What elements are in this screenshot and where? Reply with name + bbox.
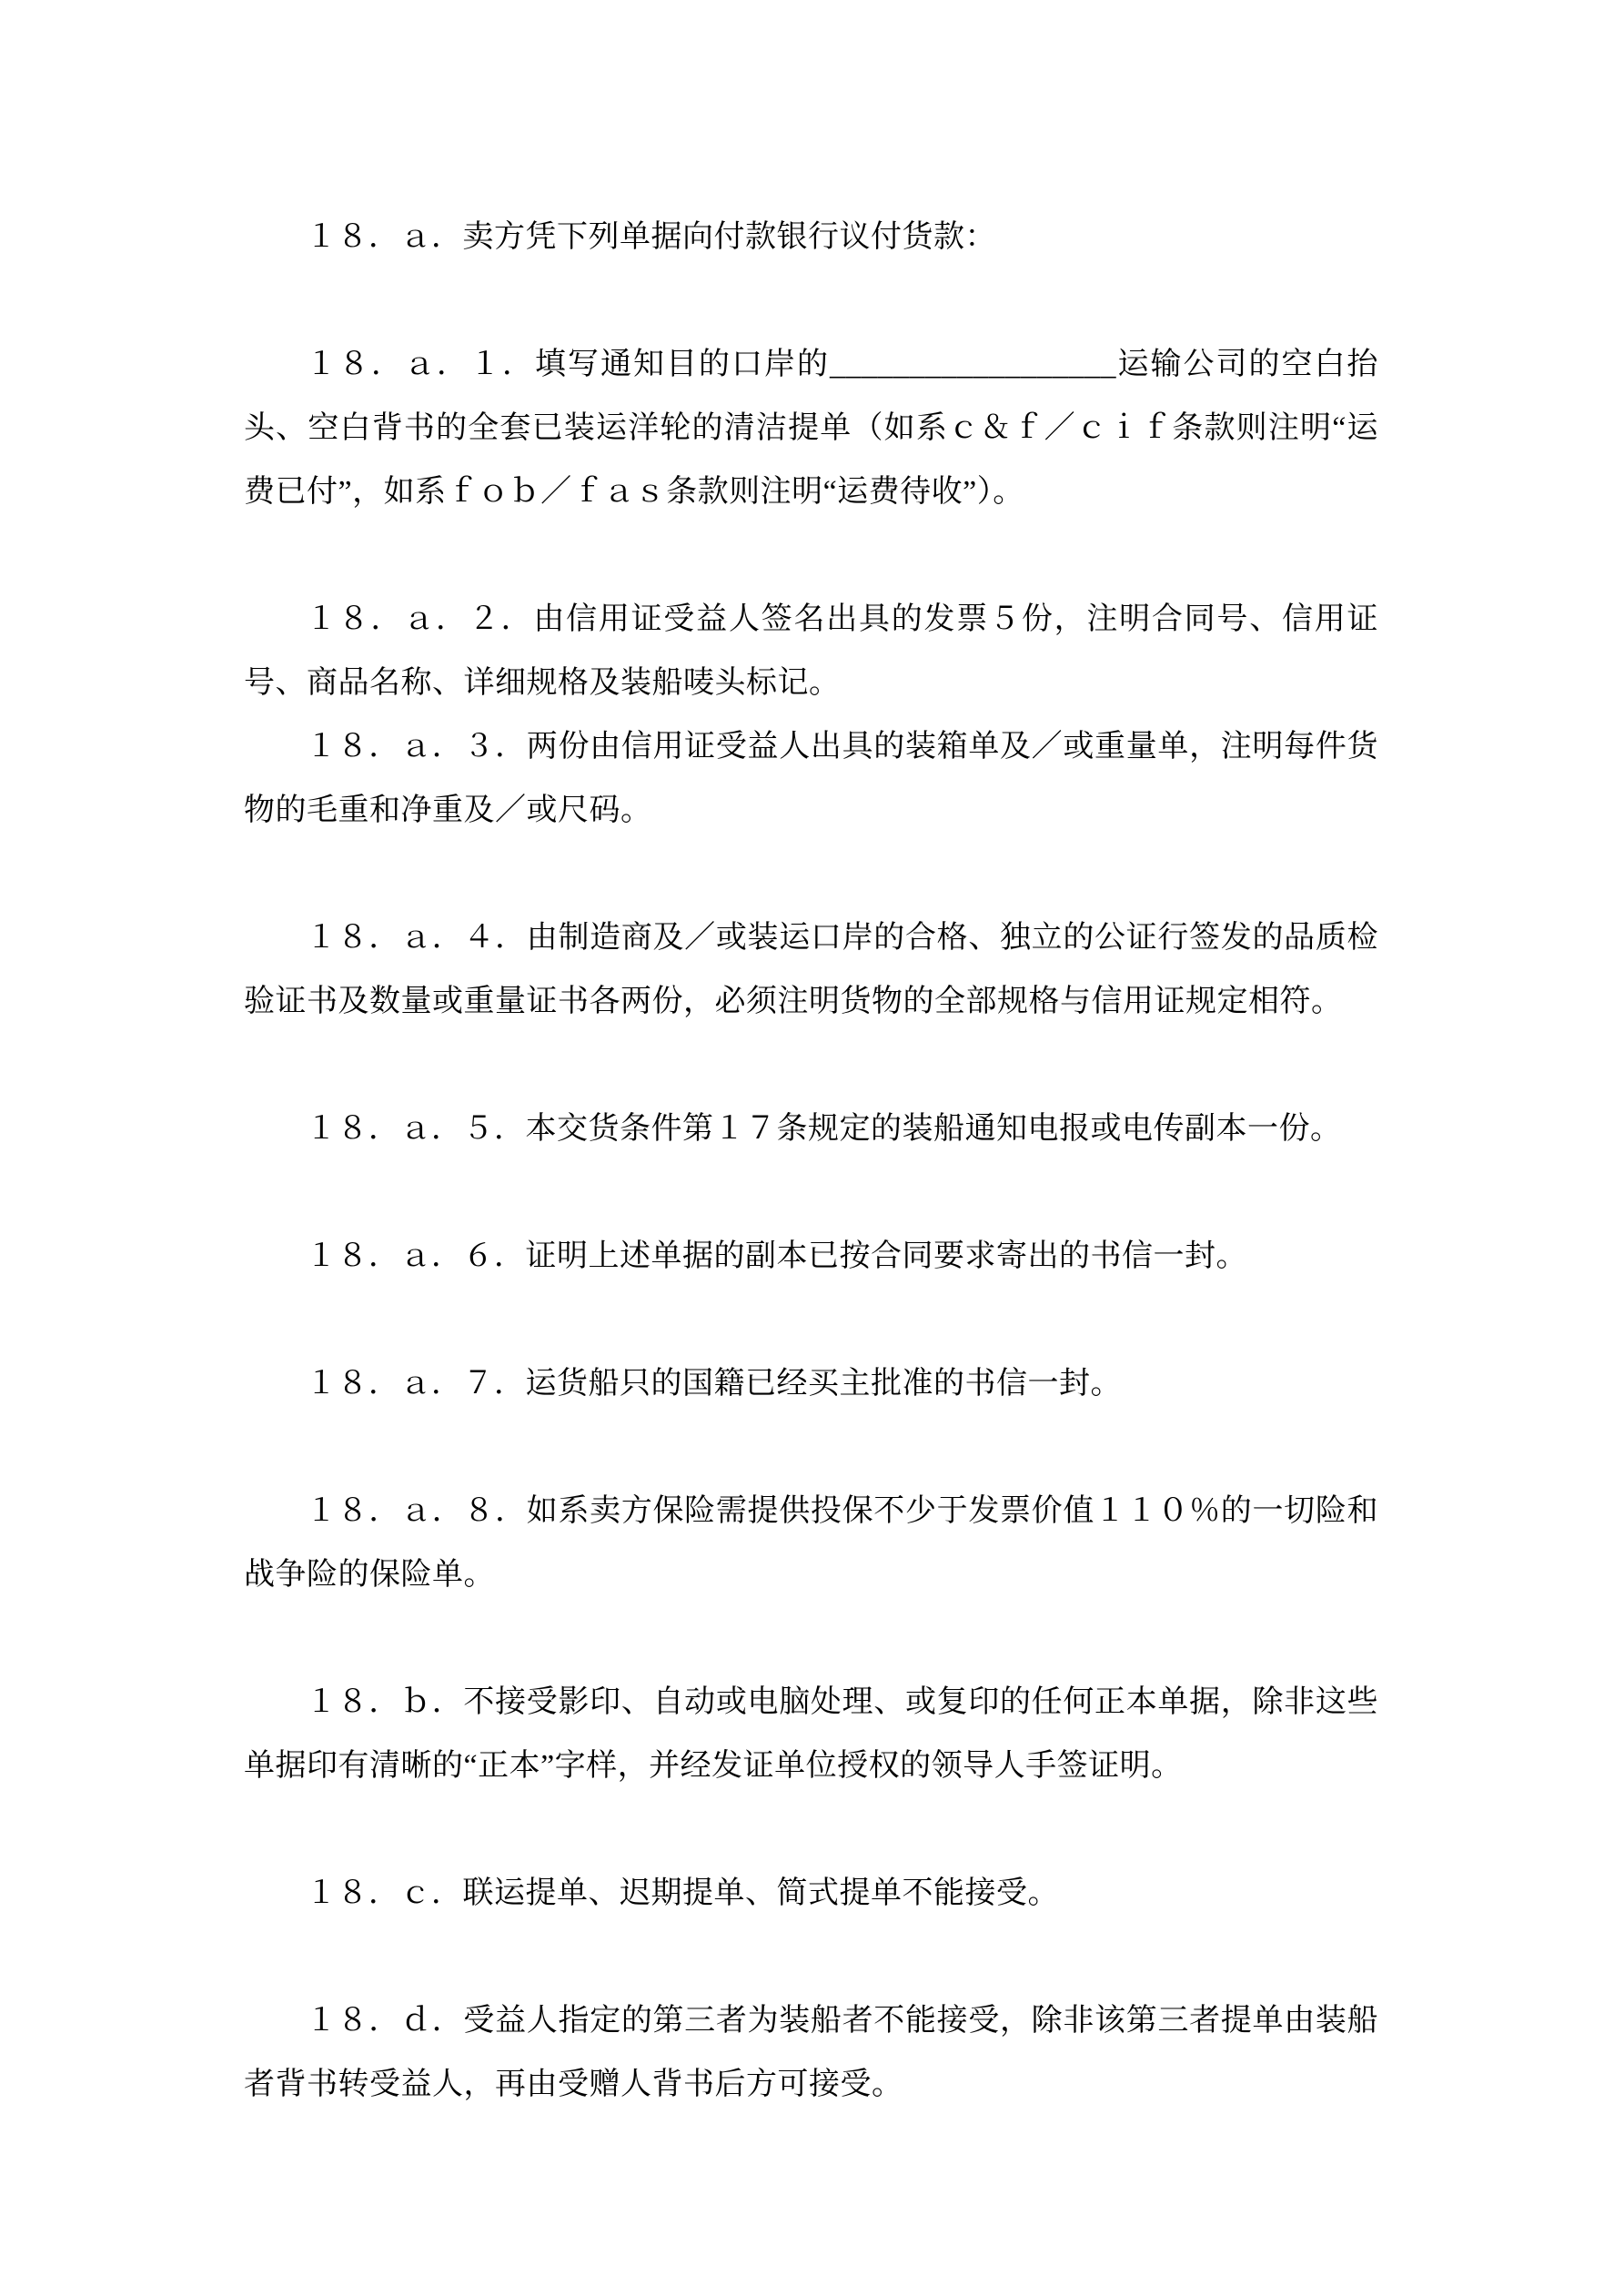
fill-in-blank-shipping-company[interactable]: __________________: [830, 348, 1116, 381]
paragraph-18-a-1-suffix: 运输公司的空白抬头、空白背书的全套已装运洋轮的清洁提单（如系ｃ＆ｆ／ｃｉｆ条款则注明“运费已付”，如系ｆｏｂ／ｆａｓ条款则注明“运费待收”）。: [244, 348, 1378, 509]
paragraph-18-a-5: １８．ａ．５．本交货条件第１７条规定的装船通知电报或电传副本一份。: [306, 1112, 1342, 1146]
paragraph-18-a-3: １８．ａ．３．两份由信用证受益人出具的装箱单及／或重量单，注明每件货物的毛重和净重及／或尺码。: [244, 730, 1378, 827]
paragraph-18-c: １８．ｃ．联运提单、迟期提单、简式提单不能接受。: [306, 1876, 1059, 1910]
paragraph-18-d: １８．ｄ．受益人指定的第三者为装船者不能接受，除非该第三者提单由装船者背书转受益人，再由受赠人背书后方可接受。: [244, 2004, 1378, 2101]
paragraph-18-a-2: １８．ａ．２．由信用证受益人签名出具的发票５份，注明合同号、信用证号、商品名称、详细规格及装船唛头标记。: [244, 602, 1378, 700]
paragraph-18-a-4: １８．ａ．４．由制造商及／或装运口岸的合格、独立的公证行签发的品质检验证书及数量或重量证书各两份，必须注明货物的全部规格与信用证规定相符。: [244, 921, 1378, 1018]
paragraph-18-a-1: [244, 333, 1378, 524]
paragraph-18-a: １８．ａ．卖方凭下列单据向付款银行议付货款：: [306, 220, 996, 254]
paragraph-18-a-1-prefix: １８．ａ．１．填写通知目的口岸的: [306, 348, 830, 381]
paragraph-18-a-6: １８．ａ．６．证明上述单据的副本已按合同要求寄出的书信一封。: [306, 1239, 1247, 1273]
paragraph-18-a-8: １８．ａ．８．如系卖方保险需提供投保不少于发票价值１１０％的一切险和战争险的保险单。: [244, 1494, 1378, 1592]
paragraph-18-b: １８．ｂ．不接受影印、自动或电脑处理、或复印的任何正本单据，除非这些单据印有清晰的“正本”字样，并经发证单位授权的领导人手签证明。: [244, 1685, 1378, 1783]
paragraph-18-a-7: １８．ａ．７．运货船只的国籍已经买主批准的书信一封。: [306, 1367, 1122, 1401]
